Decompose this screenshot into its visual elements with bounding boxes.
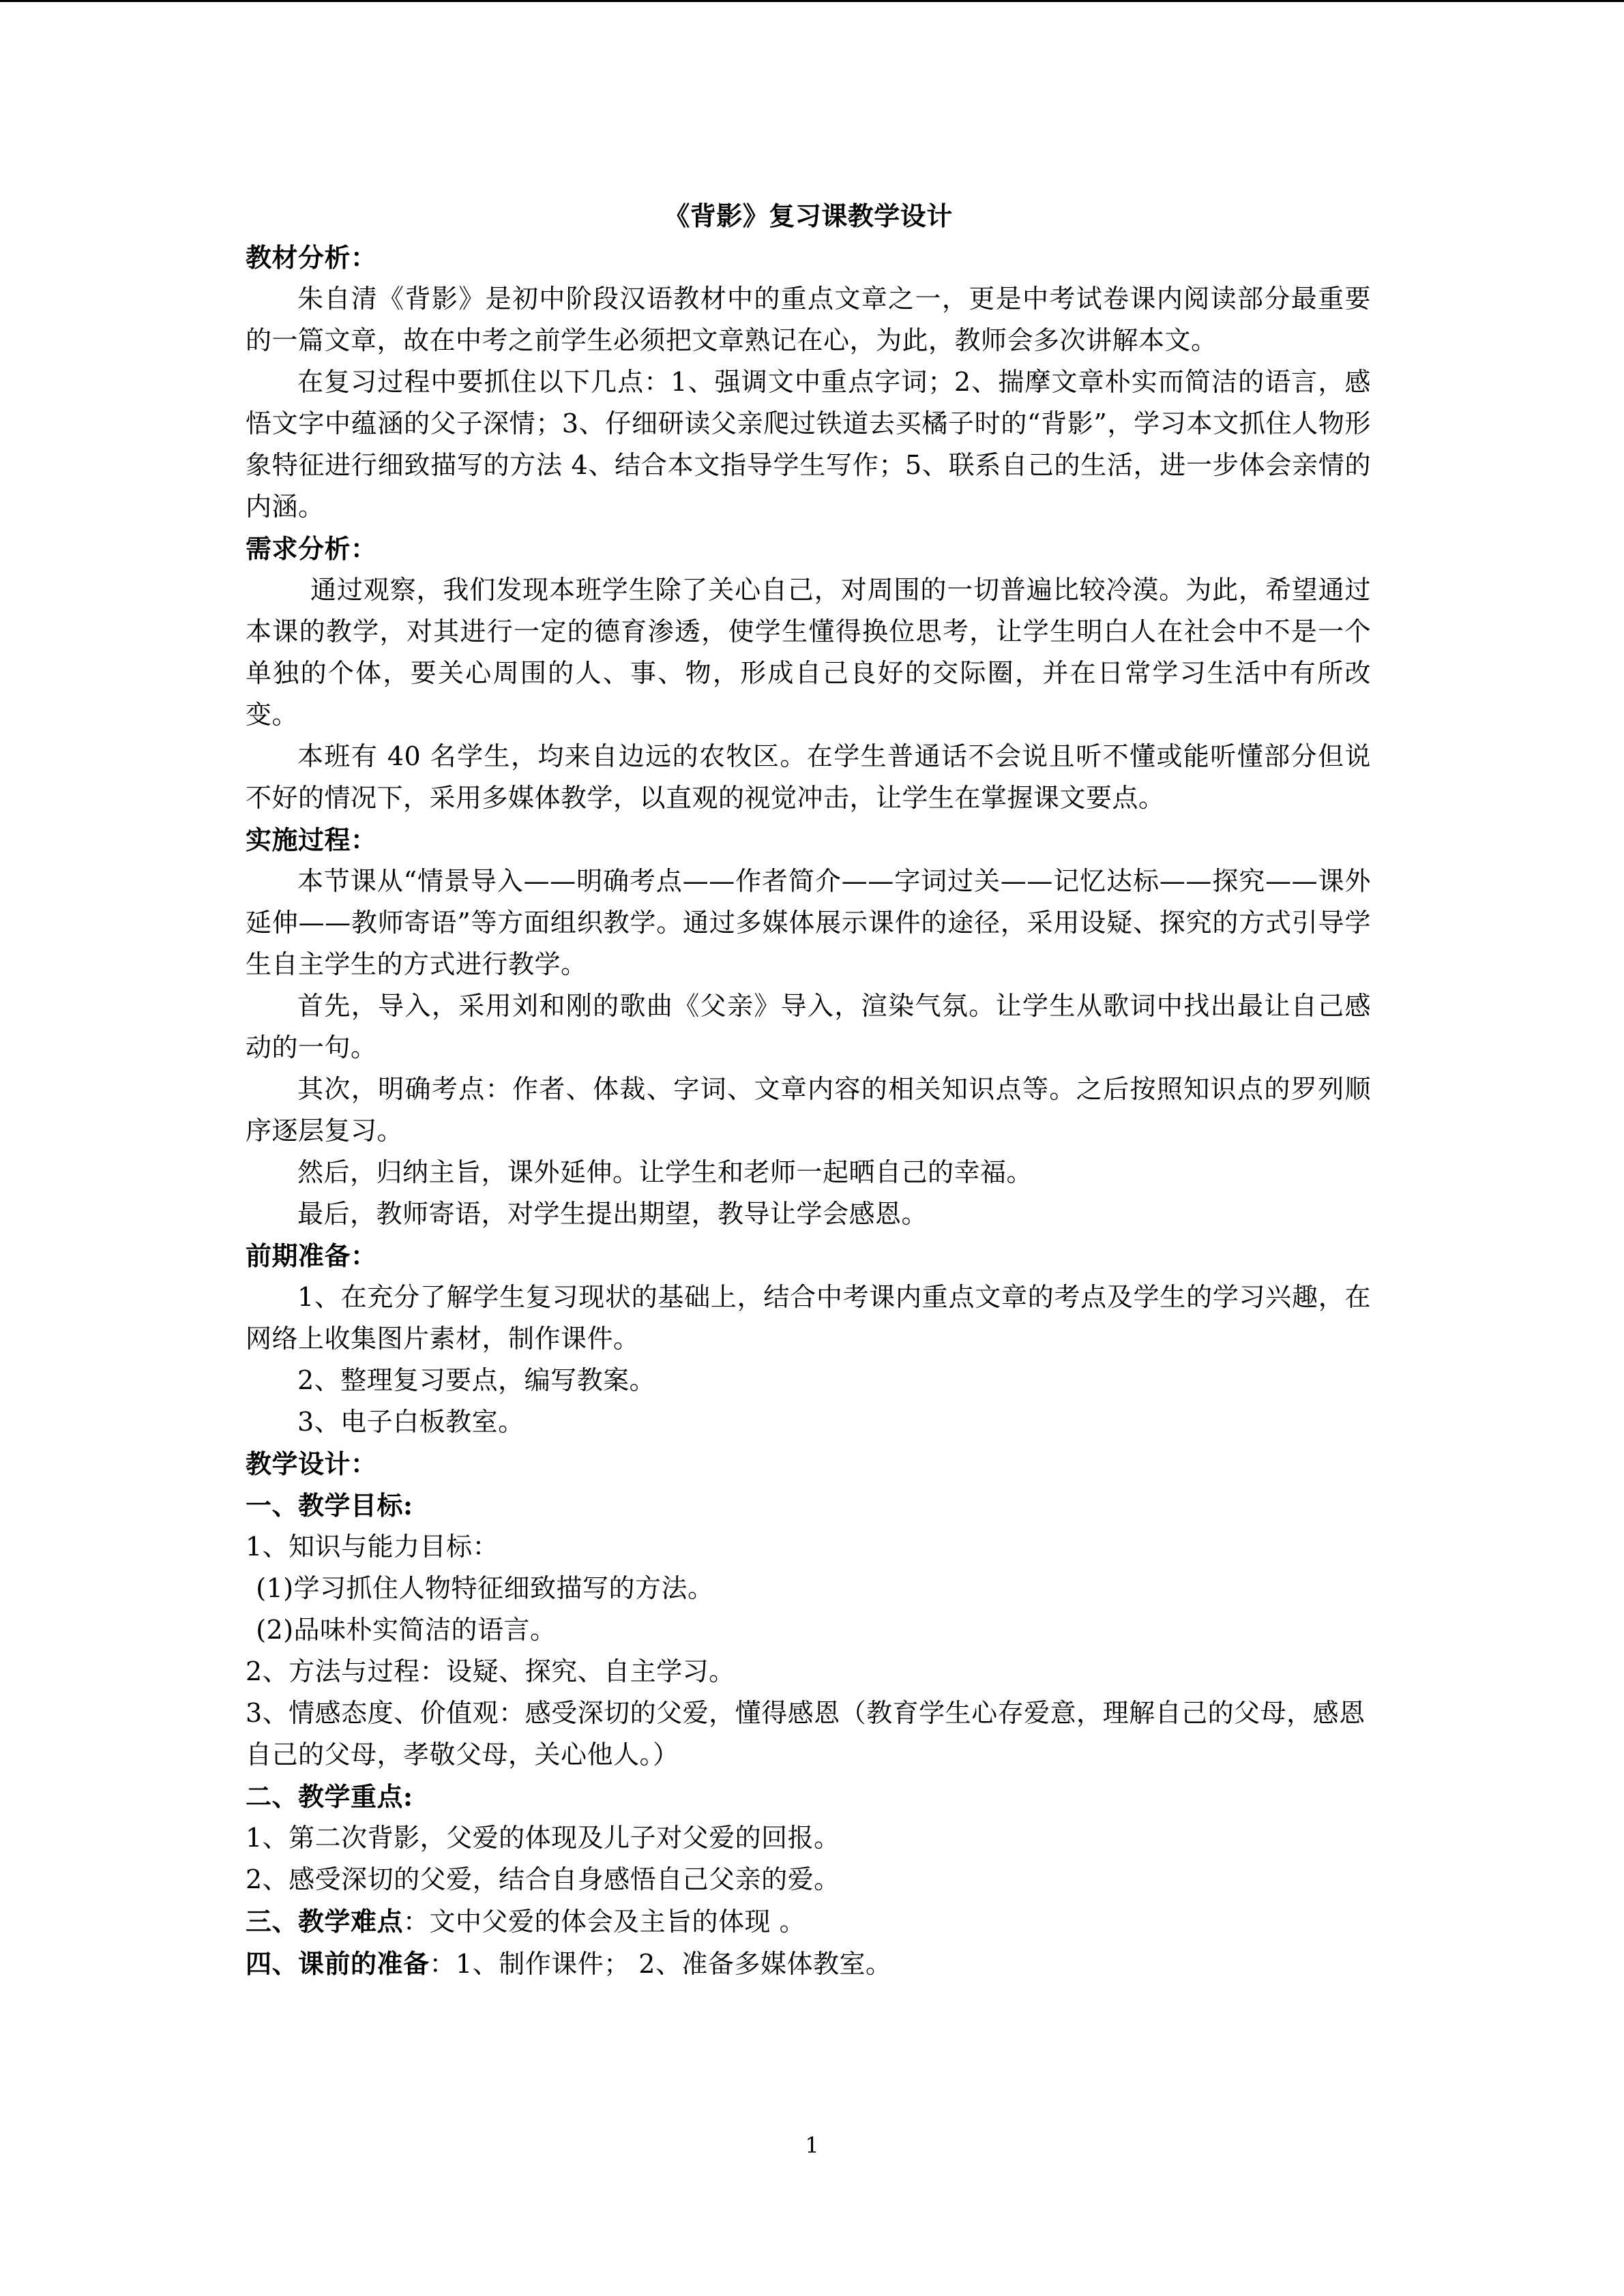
page-number: 1 [805,2132,819,2158]
material-heading: 教材分析： [246,242,377,273]
goal-knowledge-ability-1: (1)学习抓住人物特征细致描写的方法。 [256,1573,714,1603]
needs-heading: 需求分析： [246,533,377,564]
difficulty-text: ：文中父爱的体会及主旨的体现 。 [403,1907,806,1937]
prep-heading: 前期准备： [246,1240,377,1271]
process-paragraph-3: 其次，明确考点：作者、体裁、字词、文章内容的相关知识点等。之后按照知识点的罗列顺序逐层复习。 [246,1074,1371,1146]
process-paragraph-5: 最后，教师寄语，对学生提出期望，教导让学会感恩。 [297,1199,928,1229]
process-paragraph-2: 首先，导入，采用刘和刚的歌曲《父亲》导入，渲染气氛。让学生从歌词中找出最让自己感动的一句。 [246,991,1371,1062]
goals-heading: 一、教学目标: [246,1490,413,1521]
prep-paragraph-3: 3、电子白板教室。 [297,1407,525,1437]
difficulty-label: 三、教学难点 [246,1906,404,1937]
prep-paragraph-2: 2、整理复习要点，编写教案。 [297,1365,656,1395]
goal-method-process: 2、方法与过程：设疑、探究、自主学习。 [246,1656,735,1686]
difficulty-line [246,1900,1371,1943]
document-title: 《背影》复习课教学设计 [664,200,953,231]
key-points-heading: 二、教学重点: [246,1781,413,1812]
design-heading: 教学设计： [246,1448,377,1479]
before-class-label: 四、课前的准备 [246,1948,430,1979]
document-body [246,195,1371,1985]
needs-paragraph-2: 本班有 40 名学生，均来自边远的农牧区。在学生普通话不会说且听不懂或能听懂部分但说不好的情况下，采用多媒体教学，以直观的视觉冲击，让学生在掌握课文要点。 [246,741,1371,813]
material-paragraph-1: 朱自清《背影》是初中阶段汉语教材中的重点文章之一，更是中考试卷课内阅读部分最重要的一篇文章，故在中考之前学生必须把文章熟记在心，为此，教师会多次讲解本文。 [246,284,1371,355]
before-class-text: ：1、制作课件； 2、准备多媒体教室。 [429,1949,892,1979]
prep-paragraph-1: 1、在充分了解学生复习现状的基础上，结合中考课内重点文章的考点及学生的学习兴趣，在网络上收集图片素材，制作课件。 [246,1282,1371,1354]
before-class-line [246,1943,1371,1985]
page-top-border [0,0,1624,2]
process-paragraph-4: 然后，归纳主旨，课外延伸。让学生和老师一起晒自己的幸福。 [297,1157,1033,1187]
goal-emotion-values: 3、情感态度、价值观：感受深切的父爱，懂得感恩（教育学生心存爱意，理解自己的父母，感恩自己的父母，孝敬父母，关心他人。） [246,1698,1365,1770]
key-point-2: 2、感受深切的父爱，结合自身感悟自己父亲的爱。 [246,1864,840,1894]
process-paragraph-1: 本节课从“情景导入——明确考点——作者简介——字词过关——记忆达标——探究——课外延伸——教师寄语”等方面组织教学。通过多媒体展示课件的途径，采用设疑、探究的方式引导学生自主学生的方式进行教学。 [246,866,1371,979]
material-paragraph-2: 在复习过程中要抓住以下几点：1、强调文中重点字词；2、揣摩文章朴实而简洁的语言，感悟文字中蕴涵的父子深情；3、仔细研读父亲爬过铁道去买橘子时的“背影”，学习本文抓住人物形象特征进行细致描写的方法 4、结合本文指导学生写作；5、联系自己的生活，进一步体会亲情的内涵。 [246,367,1371,522]
goal-knowledge-ability-2: (2)品味朴实简洁的语言。 [256,1615,557,1645]
goal-knowledge-ability: 1、知识与能力目标： [246,1532,499,1562]
needs-paragraph-1: 通过观察，我们发现本班学生除了关心自己，对周围的一切普遍比较冷漠。为此，希望通过本课的教学，对其进行一定的德育渗透，使学生懂得换位思考，让学生明白人在社会中不是一个单独的个体，要关心周围的人、事、物，形成自己良好的交际圈，并在日常学习生活中有所改变。 [246,575,1371,730]
key-point-1: 1、第二次背影，父爱的体现及儿子对父爱的回报。 [246,1823,840,1853]
process-heading: 实施过程： [246,824,377,855]
